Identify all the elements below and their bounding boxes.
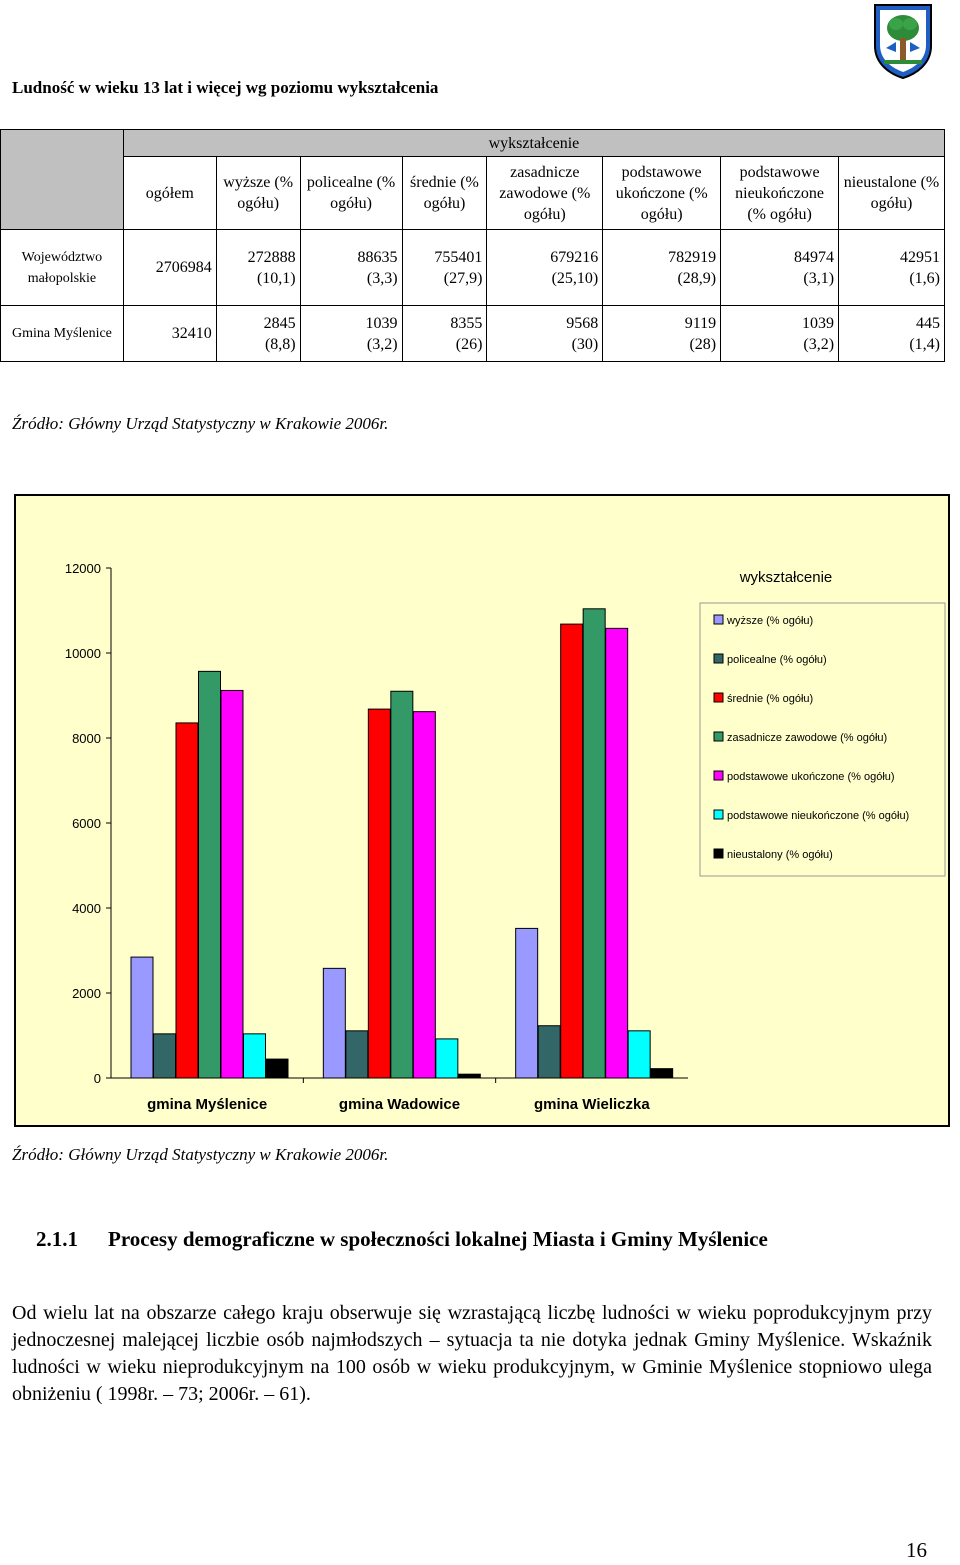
table-cell: 42951 (1,6) [839, 230, 945, 306]
bar [458, 1074, 480, 1078]
table-cell: 445 (1,4) [839, 306, 945, 362]
row-label: Województwo małopolskie [1, 230, 124, 306]
table-cell: 8355 (26) [402, 306, 487, 362]
chart-svg [16, 496, 948, 1125]
bar [628, 1031, 650, 1078]
table-cell: 1039 (3,2) [721, 306, 839, 362]
bar [391, 691, 413, 1078]
bar [346, 1031, 368, 1078]
bar [516, 928, 538, 1078]
column-header: podstawowe ukończone (% ogółu) [603, 157, 721, 230]
table-group-header: wykształcenie [123, 130, 944, 157]
column-header: średnie (% ogółu) [402, 157, 487, 230]
legend-label: policealne (% ogółu) [727, 654, 827, 666]
y-tick-label: 8000 [72, 731, 101, 746]
legend-label: średnie (% ogółu) [727, 693, 814, 705]
section-heading [36, 1227, 768, 1252]
table-cell: 2845 (8,8) [216, 306, 300, 362]
column-header-total: ogółem [123, 157, 216, 230]
bar [199, 671, 221, 1078]
y-tick-label: 10000 [64, 646, 101, 661]
page-number: 16 [906, 1538, 927, 1562]
table-row [1, 306, 945, 362]
table-cell: 9568 (30) [487, 306, 603, 362]
y-tick-label: 4000 [72, 901, 101, 916]
section-number: 2.1.1 [36, 1227, 78, 1251]
legend-label: podstawowe ukończone (% ogółu) [727, 771, 895, 783]
bar [561, 624, 583, 1078]
column-header: podstawowe nieukończone (% ogółu) [721, 157, 839, 230]
table-cell: 1039 (3,2) [300, 306, 402, 362]
legend-swatch [714, 654, 723, 663]
table-cell: 9119 (28) [603, 306, 721, 362]
legend-label: nieustalony (% ogółu) [727, 849, 833, 861]
row-label: Gmina Myślenice [1, 306, 124, 362]
legend-label: podstawowe nieukończone (% ogółu) [727, 810, 910, 822]
legend-swatch [714, 771, 723, 780]
bar [606, 628, 628, 1078]
table-cell: 679216 (25,10) [487, 230, 603, 306]
bar [538, 1026, 560, 1078]
bar [583, 609, 605, 1078]
table-cell-total: 2706984 [123, 230, 216, 306]
category-label: gmina Myślenice [147, 1096, 268, 1113]
table-corner-cell [1, 130, 124, 230]
bar [436, 1039, 458, 1078]
bar [413, 712, 435, 1078]
column-header: zasadnicze zawodowe (% ogółu) [487, 157, 603, 230]
legend-swatch [714, 615, 723, 624]
legend-label: zasadnicze zawodowe (% ogółu) [727, 732, 888, 744]
column-header: wyższe (% ogółu) [216, 157, 300, 230]
bar [651, 1069, 673, 1078]
y-tick-label: 6000 [72, 816, 101, 831]
legend-swatch [714, 810, 723, 819]
legend-swatch [714, 732, 723, 741]
education-table [0, 129, 945, 362]
bar [266, 1059, 288, 1078]
column-header: nieustalone (% ogółu) [839, 157, 945, 230]
legend-swatch [714, 693, 723, 702]
body-paragraph: Od wielu lat na obszarze całego kraju obserwuje się wzrastającą liczbę ludności w wieku poprodukcyjnym przy jednoczesnej malejącej liczbie osób najmłodszych – sytuacja ta nie dotyka jednak Gminy Myślenice. Wskaźnik ludności w wieku nieprodukcyjnym na 100 osób w wieku produkcyjnym, w Gminie Myślenice stopniowo ulega obniżeniu ( 1998r. – 73; 2006r. – 61). [12, 1302, 932, 1405]
bar [131, 957, 153, 1078]
bar [368, 709, 390, 1078]
table-cell-total: 32410 [123, 306, 216, 362]
bar [154, 1034, 176, 1078]
table-cell: 782919 (28,9) [603, 230, 721, 306]
bar [176, 723, 198, 1078]
bar [244, 1034, 266, 1078]
y-tick-label: 0 [93, 1071, 101, 1086]
y-tick-label: 12000 [64, 561, 101, 576]
legend-swatch [714, 849, 723, 858]
legend-title: wykształcenie [739, 569, 833, 586]
category-label: gmina Wieliczka [533, 1096, 650, 1113]
table-cell: 272888 (10,1) [216, 230, 300, 306]
y-tick-label: 2000 [72, 986, 101, 1001]
bar [323, 968, 345, 1078]
page-title: Ludność w wieku 13 lat i więcej wg poziomu wykształcenia [12, 78, 439, 97]
table-source-note: Źródło: Główny Urząd Statystyczny w Krakowie 2006r. [12, 414, 389, 433]
bar [221, 690, 243, 1078]
table-cell: 755401 (27,9) [402, 230, 487, 306]
bar-chart [14, 494, 950, 1127]
table-cell: 84974 (3,1) [721, 230, 839, 306]
coat-of-arms-icon [872, 2, 934, 80]
section-title: Procesy demograficzne w społeczności lokalnej Miasta i Gminy Myślenice [108, 1227, 768, 1251]
legend-label: wyższe (% ogółu) [727, 615, 814, 627]
chart-source-note: Źródło: Główny Urząd Statystyczny w Krakowie 2006r. [12, 1145, 389, 1164]
table-row [1, 230, 945, 306]
category-label: gmina Wadowice [338, 1096, 461, 1113]
column-header: policealne (% ogółu) [300, 157, 402, 230]
table-cell: 88635 (3,3) [300, 230, 402, 306]
